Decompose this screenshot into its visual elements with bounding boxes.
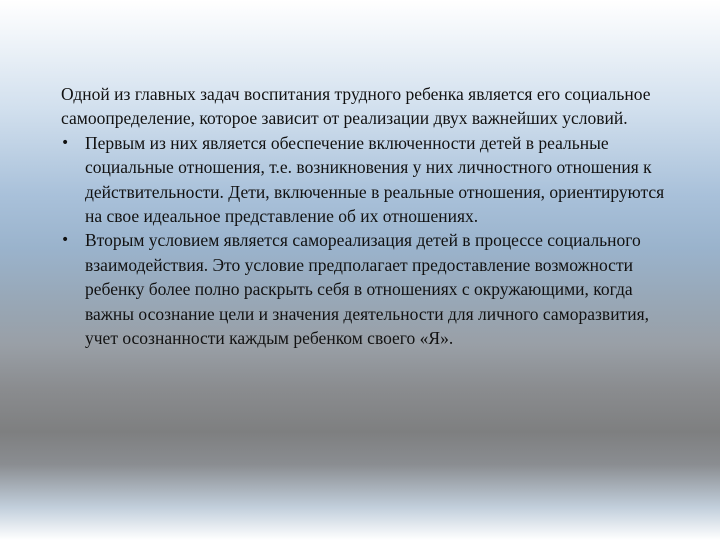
bullet-text-2: Вторым условием является самореализация детей в процессе социального взаимодействия. Это условие предполагает предоставление возможности ребенку более полно раскрыть себя в отношениях с окружающими, когда важны осознание цели и значения деятельности для личного саморазвития, учет осознанности каждым ребенком своего «Я». <box>85 230 649 349</box>
bullet-dot-icon: • <box>61 232 70 249</box>
intro-paragraph: Одной из главных задач воспитания трудного ребенка является его социальное самоопределение, которое зависит от реализации двух важнейших условий. <box>61 84 651 129</box>
slide-text-body <box>61 82 676 350</box>
bullet-item-2 <box>61 228 676 350</box>
bullet-list <box>61 131 676 351</box>
bullet-dot-icon: • <box>61 134 70 151</box>
bullet-item-1 <box>61 131 676 229</box>
bullet-text-1: Первым из них является обеспечение включенности детей в реальные социальные отношения, т.е. возникновения у них личностного отношения к действительности. Дети, включенные в реальные отношения, ориентируются на свое идеальное представление об их отношениях. <box>85 132 665 227</box>
